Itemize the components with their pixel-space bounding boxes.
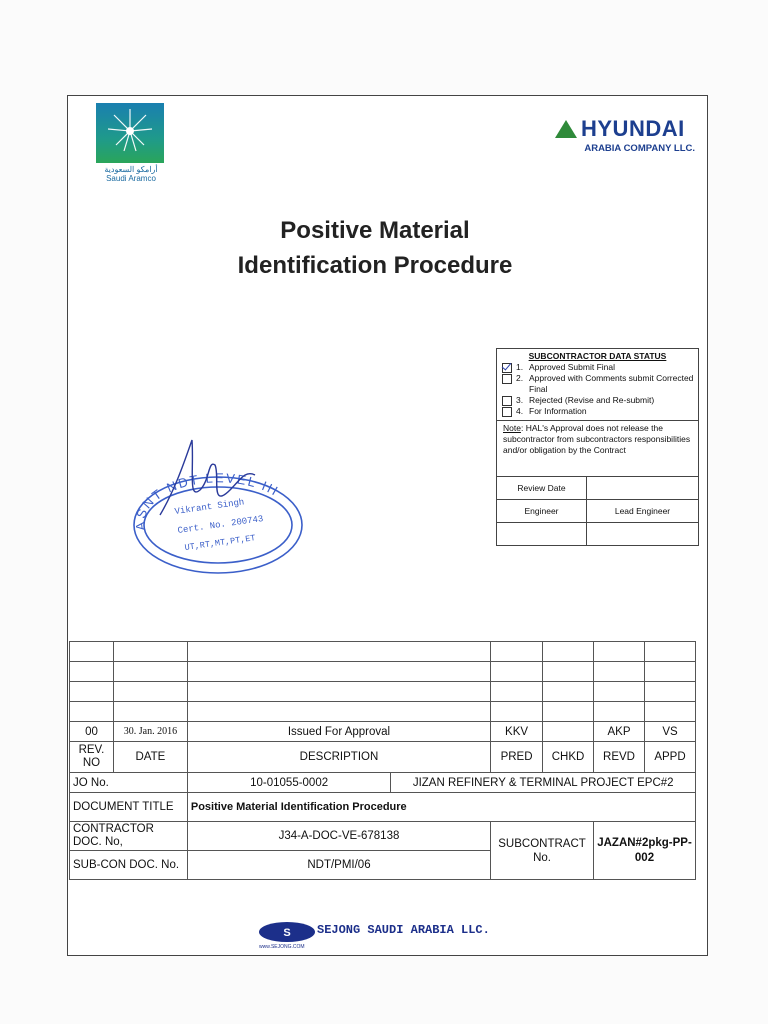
sejong-company: SEJONG SAUDI ARABIA LLC.	[317, 923, 490, 937]
subcontractor-status-box	[496, 348, 699, 546]
revision-table	[69, 641, 696, 880]
status-item: 4. For Information	[497, 406, 698, 417]
aramco-logo	[96, 103, 164, 163]
status-item: 1. Approved Submit Final	[497, 362, 698, 373]
subcontract-value: JAZAN#2pkg-PP-002	[594, 822, 696, 880]
document-title	[150, 213, 600, 283]
checkbox-checked[interactable]	[502, 363, 512, 373]
title-line-1: Positive Material	[280, 217, 470, 244]
contractor-label: CONTRACTOR DOC. No,	[70, 822, 188, 851]
pred-value: KKV	[491, 722, 543, 742]
review-date-value	[587, 477, 698, 499]
jo-row	[70, 773, 696, 793]
chkd-header: CHKD	[543, 742, 594, 773]
hyundai-name: HYUNDAI	[581, 116, 685, 141]
rev-value: 00	[70, 722, 114, 742]
appd-header: APPD	[644, 742, 695, 773]
engineer-label: Engineer	[497, 500, 587, 522]
rev-no-header: REV. NO	[70, 742, 114, 773]
contractor-value: J34-A-DOC-VE-678138	[187, 822, 490, 851]
doc-title-row	[70, 793, 696, 822]
checkbox[interactable]	[502, 374, 512, 384]
triangle-icon	[555, 120, 577, 138]
hyundai-subtitle: ARABIA COMPANY LLC.	[584, 143, 695, 154]
note-label: Note	[503, 423, 521, 433]
checkbox[interactable]	[502, 407, 512, 417]
table-row	[70, 702, 696, 722]
svg-text:S: S	[283, 927, 291, 939]
status-note	[497, 420, 698, 475]
stamp-cert: Cert. No. 200743	[177, 514, 264, 536]
sejong-emblem-icon	[257, 920, 317, 946]
stamp-arc-text: ASNT NDT LEVEL III	[132, 470, 282, 532]
revd-header: REVD	[594, 742, 645, 773]
project-name: JIZAN REFINERY & TERMINAL PROJECT EPC#2	[391, 773, 696, 793]
header-row	[70, 742, 696, 773]
checkbox[interactable]	[502, 396, 512, 406]
note-text: : HAL's Approval does not release the subcontractor from subcontractors responsibilities and/or obligation by the Contract	[503, 423, 691, 455]
sejong-website: www.SEJONG.COM	[259, 944, 305, 950]
pred-header: PRED	[491, 742, 543, 773]
chkd-value	[543, 722, 594, 742]
review-date-label: Review Date	[497, 477, 587, 499]
description-header: DESCRIPTION	[187, 742, 490, 773]
title-line-2: Identification Procedure	[237, 252, 513, 279]
lead-engineer-label: Lead Engineer	[614, 505, 671, 516]
engineer-signature	[497, 523, 587, 545]
ndt-level-stamp	[130, 430, 310, 580]
doc-title-value: Positive Material Identification Procedure	[187, 793, 695, 822]
subcon-value: NDT/PMI/06	[187, 851, 490, 880]
subcon-label: SUB-CON DOC. No.	[70, 851, 188, 880]
date-header: DATE	[113, 742, 187, 773]
aramco-arabic: أرامكو السعودية	[104, 165, 158, 174]
doc-title-label: DOCUMENT TITLE	[70, 793, 188, 822]
appd-value: VS	[644, 722, 695, 742]
aramco-english: Saudi Aramco	[106, 174, 156, 183]
subcontract-label: SUBCONTRACT No.	[491, 822, 594, 880]
jo-value: 10-01055-0002	[187, 773, 391, 793]
table-row	[70, 682, 696, 702]
status-heading: SUBCONTRACTOR DATA STATUS	[528, 351, 667, 361]
status-item: 2. Approved with Comments submit Corrected Final	[497, 373, 698, 395]
table-row	[70, 722, 696, 742]
description-value: Issued For Approval	[187, 722, 490, 742]
hyundai-logo	[555, 116, 695, 154]
revd-value: AKP	[594, 722, 645, 742]
table-row	[70, 662, 696, 682]
contractor-row	[70, 822, 696, 851]
lead-engineer-signature	[587, 523, 698, 545]
table-row	[70, 642, 696, 662]
jo-label: JO No.	[70, 773, 188, 793]
aramco-name	[92, 165, 170, 183]
date-value: 30. Jan. 2016	[113, 722, 187, 742]
stamp-methods: UT,RT,MT,PT,ET	[184, 533, 257, 553]
stamp-name: Vikrant Singh	[174, 497, 245, 517]
sejong-logo	[257, 920, 517, 954]
status-item: 3. Rejected (Revise and Re-submit)	[497, 395, 698, 406]
